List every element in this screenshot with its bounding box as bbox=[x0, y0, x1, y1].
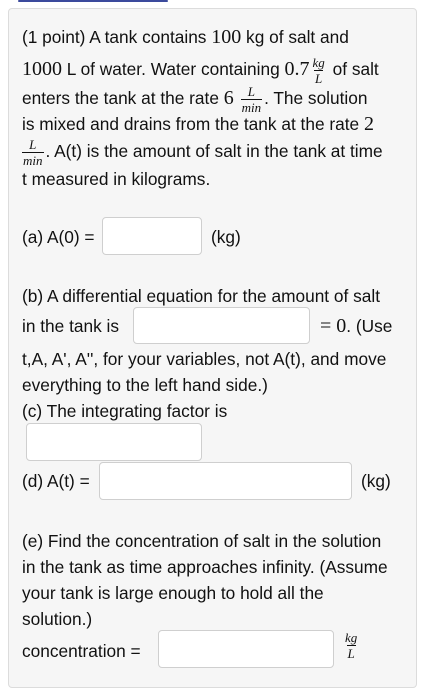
statement-line-3 bbox=[22, 83, 368, 114]
statement-text: . The solution bbox=[264, 88, 368, 108]
statement-line-2 bbox=[22, 54, 379, 85]
unit-denominator: L bbox=[315, 70, 323, 86]
part-e-line-1: (e) Find the concentration of salt in the solution bbox=[22, 531, 382, 551]
part-d-label: (d) A(t) = bbox=[22, 471, 90, 491]
statement-line-5 bbox=[22, 136, 383, 167]
part-b-suffix bbox=[320, 315, 392, 337]
statement-line-6: t measured in kilograms. bbox=[22, 169, 211, 189]
part-c-answer-input[interactable] bbox=[26, 423, 202, 461]
part-b-line-3: t,A, A', A'', for your variables, not A(t), and move bbox=[22, 349, 387, 369]
unit-L-per-min bbox=[241, 85, 263, 114]
part-b-prefix: in the tank is bbox=[22, 316, 120, 336]
inflow-rate: 6 bbox=[223, 87, 234, 109]
part-e-line-2: in the tank as time approaches infinity. (Assume bbox=[22, 557, 388, 577]
unit-denominator: min bbox=[23, 152, 43, 168]
statement-text: . A(t) is the amount of salt in the tank at time bbox=[45, 141, 383, 161]
unit-denominator: L bbox=[347, 646, 355, 661]
unit-numerator: L bbox=[29, 136, 37, 152]
part-a-label: (a) A(0) = bbox=[22, 227, 95, 247]
equals-zero: = 0 bbox=[320, 315, 347, 337]
statement-text: is mixed and drains from the tank at the rate bbox=[22, 114, 364, 134]
part-a-answer-input[interactable] bbox=[102, 217, 202, 255]
part-d-unit: (kg) bbox=[361, 471, 391, 491]
outflow-rate: 2 bbox=[363, 113, 374, 135]
statement-line-1 bbox=[22, 26, 349, 48]
statement-text: L of water. Water containing bbox=[62, 59, 285, 79]
part-b-line-1: (b) A differential equation for the amount of salt bbox=[22, 286, 381, 306]
statement-line-4 bbox=[22, 113, 374, 135]
part-e-line-4: solution.) bbox=[22, 609, 93, 629]
part-b-suffix-text: . (Use bbox=[346, 316, 393, 336]
statement-text: kg of salt and bbox=[241, 27, 349, 47]
part-e-line-3: your tank is large enough to hold all the bbox=[22, 583, 324, 603]
statement-text: (1 point) A tank contains bbox=[22, 27, 212, 47]
inflow-concentration: 0.7 bbox=[284, 58, 310, 80]
unit-numerator: kg bbox=[312, 54, 325, 70]
unit-numerator: L bbox=[247, 83, 255, 99]
statement-text: enters the tank at the rate bbox=[22, 88, 224, 108]
unit-L-per-min bbox=[22, 138, 44, 167]
part-b-line-4: everything to the left hand side.) bbox=[22, 375, 268, 395]
part-d-answer-input[interactable] bbox=[99, 462, 352, 500]
part-e-answer-input[interactable] bbox=[158, 630, 334, 668]
unit-numerator: kg bbox=[345, 630, 358, 645]
unit-kg-per-L bbox=[344, 631, 358, 660]
unit-kg-per-L bbox=[312, 56, 326, 85]
salt-amount: 100 bbox=[211, 26, 242, 48]
part-a-unit: (kg) bbox=[211, 227, 241, 247]
part-e-label: concentration = bbox=[22, 641, 141, 661]
water-volume: 1000 bbox=[22, 58, 62, 80]
statement-text: of salt bbox=[327, 59, 379, 79]
part-b-answer-input[interactable] bbox=[133, 307, 310, 344]
top-accent-line bbox=[18, 0, 168, 2]
part-e-unit bbox=[344, 631, 358, 660]
part-c-label: (c) The integrating factor is bbox=[22, 401, 228, 421]
unit-denominator: min bbox=[241, 99, 262, 115]
